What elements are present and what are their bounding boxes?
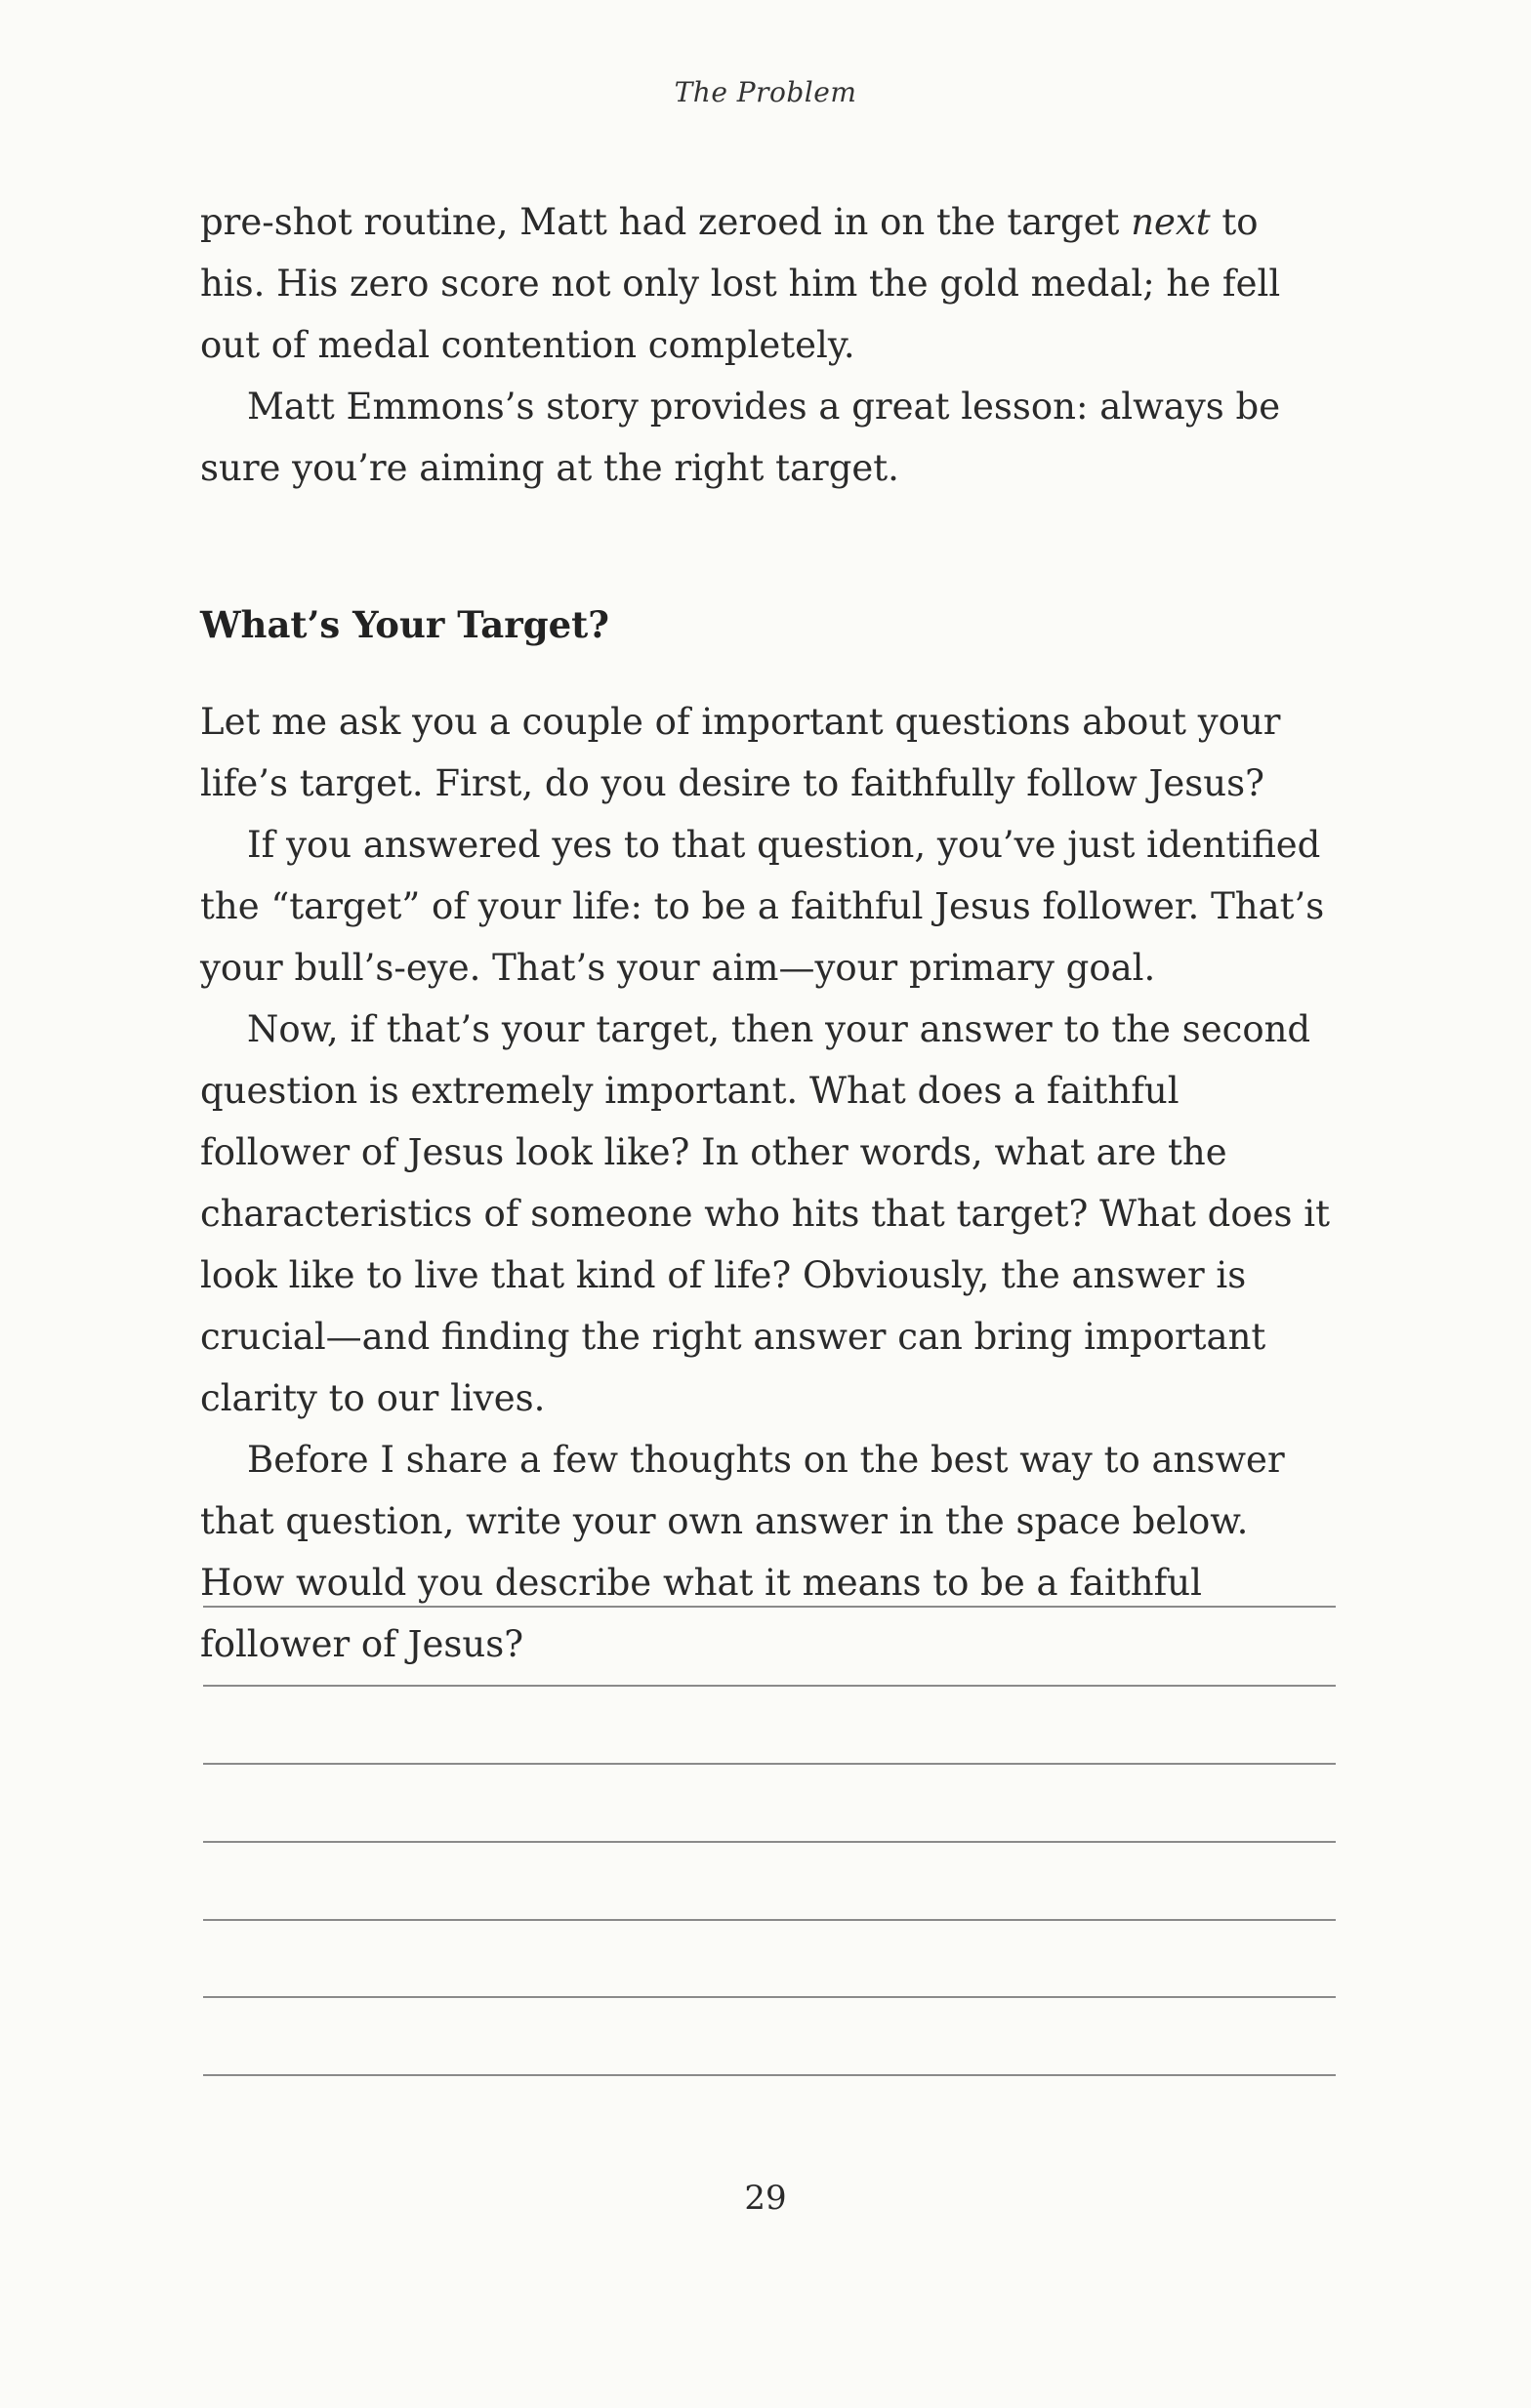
paragraph: Let me ask you a couple of important questions about your life’s target. First, do you desire to faithfully follow Jesus? <box>200 701 1281 804</box>
section-text-block <box>200 691 1333 1675</box>
answer-line[interactable] <box>203 1996 1336 1998</box>
paragraph: If you answered yes to that question, you’ve just identified the “target” of your life: to be a faithful Jesus follower. That’s your bull’s-eye. That’s your aim—your primary goal. <box>200 824 1325 989</box>
answer-line[interactable] <box>203 1763 1336 1765</box>
paragraph: Before I share a few thoughts on the best way to answer that question, write your own answer in the space below. How would you describe what it means to be a faithful follower of Jesus? <box>200 1439 1285 1665</box>
answer-line[interactable] <box>203 1919 1336 1921</box>
section-heading: What’s Your Target? <box>200 603 609 646</box>
answer-line[interactable] <box>203 1606 1336 1608</box>
text-segment: to his. His zero score not only lost him the gold medal; he fell out of medal contention completely. <box>200 201 1281 366</box>
text-segment: pre-shot routine, Matt had zeroed in on the target <box>200 201 1132 243</box>
paragraph: Now, if that’s your target, then your answer to the second question is extremely important. What does a faithful follower of Jesus look like? In other words, what are the characteristics of someone who hits that target? What does it look like to live that kind of life? Obviously, the answer is crucial—and finding the right answer can bring important clarity to our lives. <box>200 1008 1330 1419</box>
page-number: 29 <box>744 2179 787 2218</box>
answer-line[interactable] <box>203 2074 1336 2076</box>
answer-line[interactable] <box>203 1841 1336 1843</box>
running-head: The Problem <box>674 76 857 108</box>
answer-line[interactable] <box>203 1685 1336 1687</box>
opening-text-block <box>200 191 1333 499</box>
emphasis-text: next <box>1131 201 1211 243</box>
paragraph-continuation <box>200 191 1333 376</box>
paragraph: Matt Emmons’s story provides a great lesson: always be sure you’re aiming at the right target. <box>200 386 1281 489</box>
